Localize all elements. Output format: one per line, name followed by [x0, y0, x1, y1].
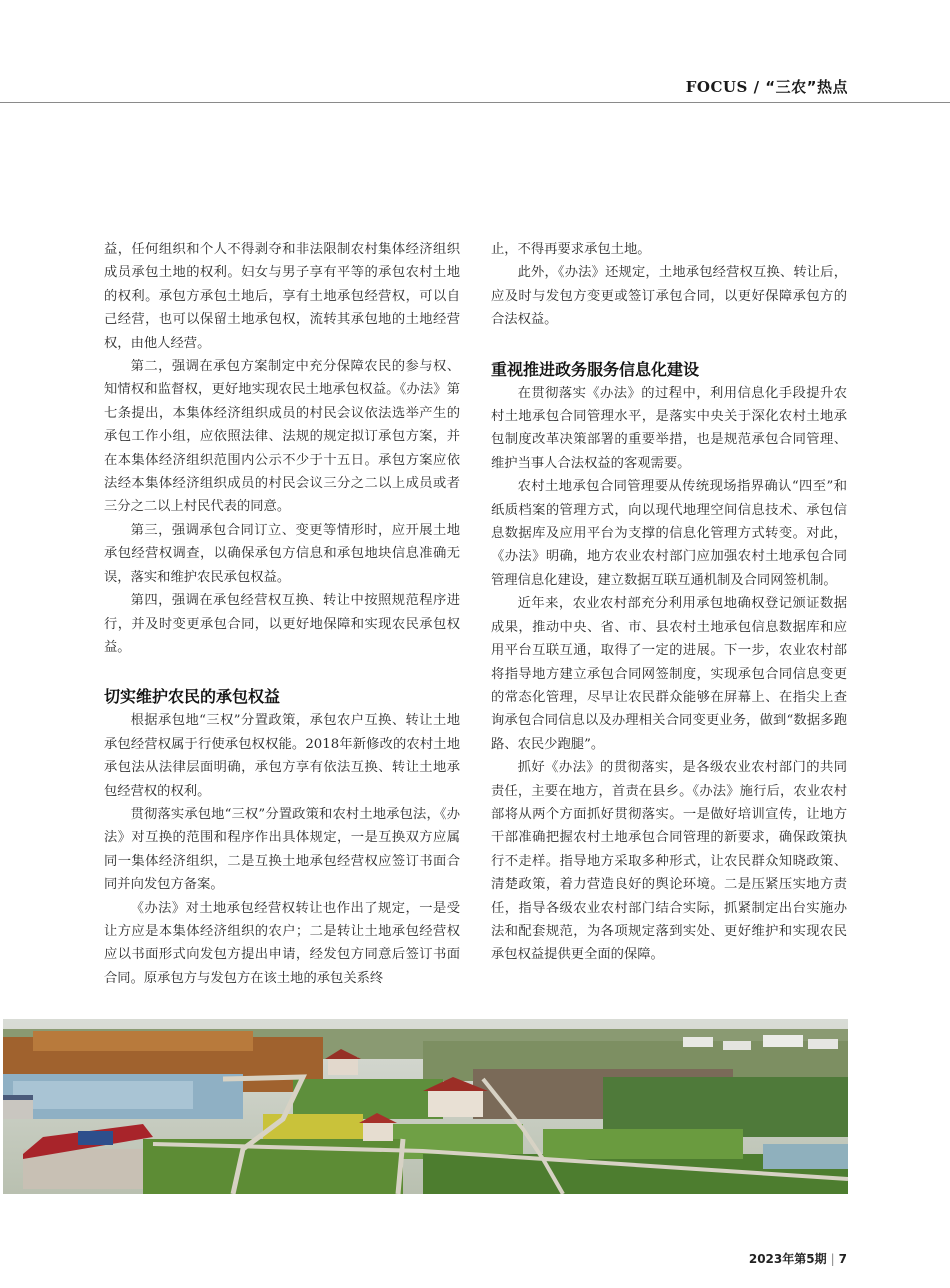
- paragraph: 抓好《办法》的贯彻落实，是各级农业农村部门的共同责任，主要在地方，首责在县乡。《办法》施行后，农业农村部将从两个方面抓好贯彻落实。一是做好培训宣传，让地方干部准确把握农村土地承包合同管理的新要求，确保政策执行不走样。指导地方采取多种形式，让农民群众知晓政策、清楚政策，着力营造良好的舆论环境。二是压紧压实地方责任，指导各级农业农村部门结合实际，抓紧制定出台实施办法和配套规范，为各项规定落到实处、更好维护和实现农民承包权益提供更全面的保障。: [491, 760, 847, 963]
- paragraph: 《办法》对土地承包经营权转让也作出了规定，一是受让方应是本集体经济组织的农户；二是转让土地承包经营权应以书面形式向发包方提出申请，经发包方同意后签订书面合同。原承包方与发包方在该土地的承包关系终: [104, 900, 460, 986]
- paragraph: 第二，强调在承包方案制定中充分保障农民的参与权、知情权和监督权，更好地实现农民土地承包权益。《办法》第七条提出，本集体经济组织成员的村民会议依法选举产生的承包工作小组，应依照法律、法规的规定拟订承包方案，并在本集体经济组织范围内公示不少于十五日。承包方案应依法经本集体经济组织成员的村民会议三分之二以上成员或者三分之二以上村民代表的同意。: [104, 359, 460, 515]
- section-label: [686, 76, 848, 97]
- page-header: [0, 0, 950, 103]
- paragraph: 近年来，农业农村部充分利用承包地确权登记颁证数据成果，推动中央、省、市、县农村土地承包信息数据库和应用平台互联互通，取得了一定的进展。下一步，农业农村部将指导地方建立承包合同网签制度，实现承包合同信息变更的常态化管理，尽早让农民群众能够在屏幕上、在指尖上查询承包合同信息以及办理相关合同变更业务，做到“数据多跑路、农民少跑腿”。: [491, 596, 847, 752]
- section-focus: FOCUS: [685, 78, 748, 96]
- section-column-name: “三农”热点: [765, 78, 848, 96]
- village-aerial-photo: [3, 1019, 848, 1194]
- aerial-landscape-illustration: [3, 1019, 848, 1194]
- section-heading: 切实维护农民的承包权益: [104, 687, 281, 707]
- issue-number: 2023年第5期: [748, 1252, 827, 1266]
- paragraph: 益，任何组织和个人不得剥夺和非法限制农村集体经济组织成员承包土地的权利。妇女与男子享有平等的承包农村土地的权利。承包方承包土地后，享有土地承包经营权，可以自己经营，也可以保留土地承包权，流转其承包地的土地经营权，由他人经营。: [104, 242, 460, 351]
- section-heading: 重视推进政务服务信息化建设: [491, 359, 700, 379]
- paragraph: 第三，强调承包合同订立、变更等情形时，应开展土地承包经营权调查，以确保承包方信息和承包地块信息准确无误，落实和维护农民承包权益。: [104, 522, 460, 585]
- paragraph: 此外，《办法》还规定，土地承包经营权互换、转让后，应及时与发包方变更或签订承包合同，以更好保障承包方的合法权益。: [491, 265, 847, 328]
- page-footer: [749, 1250, 847, 1267]
- paragraph: 贯彻落实承包地“三权”分置政策和农村土地承包法，《办法》对互换的范围和程序作出具体规定，一是互换双方应属同一集体经济组织，二是互换土地承包经营权应签订书面合同并向发包方备案。: [104, 806, 460, 893]
- paragraph: 第四，强调在承包经营权互换、转让中按照规范程序进行，并及时变更承包合同，以更好地保障和实现农民承包权益。: [104, 593, 460, 655]
- paragraph: 在贯彻落实《办法》的过程中，利用信息化手段提升农村土地承包合同管理水平，是落实中央关于深化农村土地承包制度改革决策部署的重要举措，也是规范承包合同管理、维护当事人合法权益的客观需要。: [491, 385, 847, 471]
- section-separator: /: [747, 78, 766, 96]
- paragraph: 止，不得再要求承包土地。: [491, 242, 651, 257]
- page-number: 7: [838, 1252, 847, 1266]
- footer-separator: |: [830, 1252, 835, 1266]
- left-column: [104, 238, 460, 990]
- paragraph: 根据承包地“三权”分置政策，承包农户互换、转让土地承包经营权属于行使承包权权能。2018年新修改的农村土地承包法从法律层面明确，承包方享有依法互换、转让土地承包经营权的权利。: [104, 713, 460, 799]
- right-column: [491, 238, 847, 967]
- paragraph: 农村土地承包合同管理要从传统现场指界确认“四至”和纸质档案的管理方式，向以现代地理空间信息技术、承包信息数据库及应用平台为支撑的信息化管理方式转变。对此，《办法》明确，地方农业农村部门应加强农村土地承包合同管理信息化建设，建立数据互联互通机制及合同网签机制。: [491, 479, 847, 588]
